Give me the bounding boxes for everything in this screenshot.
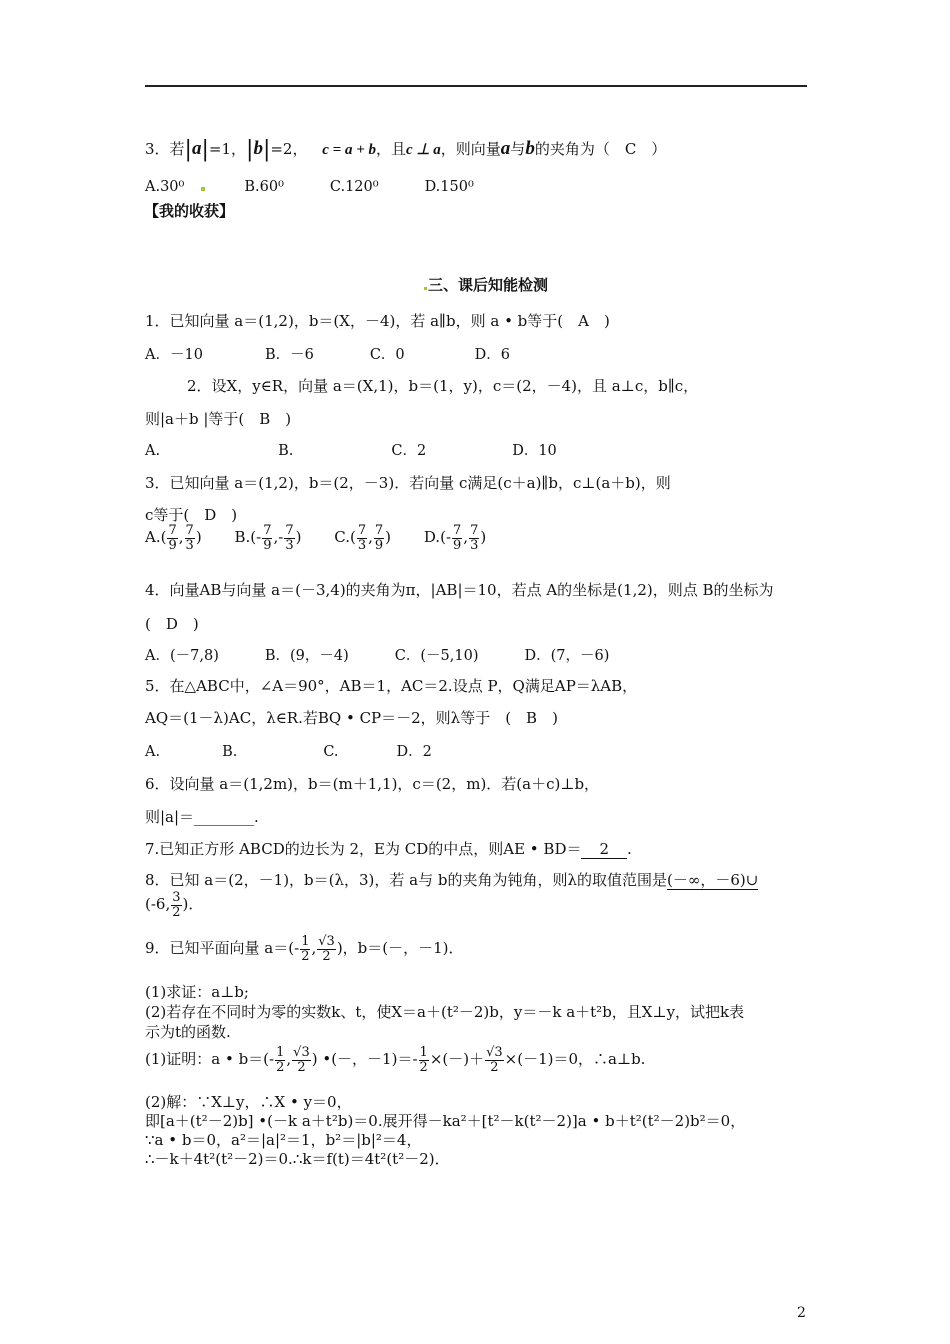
option-a: A. bbox=[145, 744, 161, 760]
prev-q3-line: 3．若|a|=1，|b|=2， c = a + b，且c ⊥ a，则向量a与b的夹角为（ C ） bbox=[145, 137, 667, 162]
q8-text: 8．已知 a＝(2，－1)，b＝(λ，3)，若 a与 b的夹角为钝角，则λ的取值范围是 bbox=[145, 871, 667, 889]
page-number: 2 bbox=[797, 1305, 806, 1321]
option-b: B.60⁰ bbox=[244, 179, 284, 195]
q5-line1: 5．在△ABC中，∠A＝90°，AB＝1，AC＝2.设点 P，Q满足AP＝λAB， bbox=[145, 677, 638, 695]
q8-line2-pre: (-6, bbox=[145, 895, 171, 914]
q4-options bbox=[145, 647, 655, 665]
prev-q3-eq1: =1， bbox=[208, 140, 247, 158]
option-d: D．(7，－6) bbox=[524, 648, 610, 664]
q9-text: 9．已知平面向量 a＝(- bbox=[145, 939, 300, 958]
q1-options bbox=[145, 346, 556, 364]
prev-q3-options bbox=[145, 178, 520, 196]
vec-b: b bbox=[253, 138, 263, 159]
q6-line2: 则|a|＝________. bbox=[145, 808, 259, 826]
q5-options bbox=[145, 743, 478, 761]
q8-range: (－∞，－6)∪ bbox=[667, 871, 759, 889]
q4-line2: ( D ) bbox=[145, 615, 199, 633]
q9-part1: (1)求证：a⊥b; bbox=[145, 983, 249, 1001]
option-a: A.30⁰ bbox=[145, 179, 185, 195]
q7-answer: 2 bbox=[581, 840, 627, 859]
q9-sol4: ∴－k＋4t²(t²－2)＝0.∴k＝f(t)＝4t²(t²－2)． bbox=[145, 1150, 450, 1168]
q9-part2b: 示为t的函数. bbox=[145, 1023, 231, 1041]
option-a: A. bbox=[145, 443, 161, 459]
q9-proof-mid2: ×(－)＋ bbox=[429, 1050, 485, 1069]
q7-text: 7.已知正方形 ABCD的边长为 2，E为 CD的中点，则AE • BD＝ bbox=[145, 840, 582, 858]
option-c: C.( $\frac{7}{3}$ , $\frac{7}{9}$ ) bbox=[334, 523, 392, 553]
q8-line2-post: )． bbox=[182, 895, 204, 914]
option-b: B．(9，－4) bbox=[264, 648, 349, 664]
q2-line1: 2．设X，y∈R，向量 a＝(X,1)，b＝(1，y)，c＝(2，－4)，且 a⊥c，b∥c， bbox=[187, 377, 699, 395]
q9-line1-post: )，b＝(－，－1)． bbox=[336, 939, 464, 958]
q7-tail: . bbox=[627, 840, 632, 858]
q9-line1: 9．已知平面向量 a＝(- $\frac{1}{2}$ , $\frac{√3}{2}$ )，b＝(－，－1)． bbox=[145, 934, 464, 964]
prev-q3-and: ，且 bbox=[376, 140, 407, 158]
q8-line1 bbox=[145, 871, 758, 890]
q9-proof: (1)证明：a • b＝(- $\frac{1}{2}$ , $\frac{√3}{2}$ ) •(－，－1)＝- $\frac{1}{2}$ ×(－)＋ $\frac{√3}{2}$ ×(－1)＝0，∴a⊥b. bbox=[145, 1045, 646, 1075]
prev-q3-prefix: 3．若 bbox=[145, 140, 185, 158]
q2-options bbox=[145, 442, 603, 460]
option-b: B．－6 bbox=[264, 347, 314, 363]
section-title: 三、课后知能检测 bbox=[424, 274, 548, 295]
option-d: D．10 bbox=[512, 443, 557, 459]
prev-q3-perp: c ⊥ a bbox=[406, 142, 441, 158]
prev-q3-eq2: =2， bbox=[270, 140, 308, 158]
option-d: D.(- $\frac{7}{9}$ , $\frac{7}{3}$ ) bbox=[423, 523, 487, 553]
header-rule bbox=[145, 85, 807, 87]
q3-options bbox=[145, 524, 532, 552]
q8-line2: (-6, $\frac{3}{2}$ )． bbox=[145, 890, 204, 920]
option-c: C．(－5,10) bbox=[394, 648, 479, 664]
option-c: C．2 bbox=[391, 443, 427, 459]
q9-sol1: (2)解：∵X⊥y，∴X • y＝0， bbox=[145, 1093, 352, 1111]
q9-sol3: ∵a • b＝0，a²＝|a|²＝1，b²＝|b|²＝4， bbox=[145, 1131, 422, 1149]
q1-text: 1．已知向量 a＝(1,2)，b＝(X，－4)，若 a∥b，则 a • b等于( A ) bbox=[145, 312, 610, 330]
q6-line1: 6．设向量 a＝(1,2m)，b＝(m＋1,1)，c＝(2，m)．若(a＋c)⊥b， bbox=[145, 775, 600, 793]
q9-proof-post: ×(－1)＝0，∴a⊥b. bbox=[504, 1050, 646, 1069]
q9-sol2: 即[a＋(t²－2)b] •(－k a＋t²b)＝0.展开得－ka²＋[t²－k(t²－2)]a • b＋t²(t²－2)b²＝0， bbox=[145, 1112, 746, 1130]
option-c: C.120⁰ bbox=[329, 179, 379, 195]
prev-q3-then: ，则向量 bbox=[440, 140, 501, 158]
harvest-heading: 【我的收获】 bbox=[144, 202, 235, 220]
option-b: B. bbox=[222, 744, 238, 760]
option-c: C．0 bbox=[369, 347, 405, 363]
q2-line2: 则|a＋b |等于( B ) bbox=[145, 410, 292, 428]
option-a: A．－10 bbox=[145, 347, 203, 363]
q5-line2: AQ＝(1－λ)AC，λ∈R.若BQ • CP＝－2，则λ等于 ( B ) bbox=[145, 709, 558, 727]
prev-q3-yu: 与 bbox=[510, 140, 526, 158]
option-d: D．6 bbox=[474, 347, 511, 363]
option-b: B.(- $\frac{7}{9}$ ,- $\frac{7}{3}$ ) bbox=[234, 523, 302, 553]
q4-line1: 4．向量AB与向量 a＝(－3,4)的夹角为π，|AB|＝10，若点 A的坐标是(1,2)，则点 B的坐标为 bbox=[145, 581, 774, 599]
option-b: B. bbox=[278, 443, 294, 459]
option-c: C. bbox=[323, 744, 339, 760]
q9-part2a: (2)若存在不同时为零的实数k、t，使X＝a＋(t²－2)b，y＝－k a＋t²b，且X⊥y，试把k表 bbox=[145, 1003, 745, 1021]
option-d: D．2 bbox=[396, 744, 432, 760]
marker-dot bbox=[201, 187, 205, 191]
q3-line1: 3．已知向量 a＝(1,2)，b＝(2，－3)．若向量 c满足(c＋a)∥b，c⊥(a＋b)，则 bbox=[145, 474, 671, 492]
prev-q3-b: b bbox=[525, 138, 535, 159]
option-d: D.150⁰ bbox=[424, 179, 474, 195]
q9-proof-pre: (1)证明：a • b＝(- bbox=[145, 1050, 275, 1069]
prev-q3-tail: 的夹角为（ C ） bbox=[534, 140, 667, 158]
option-a: A.( $\frac{7}{9}$ , $\frac{7}{3}$ ) bbox=[145, 523, 202, 553]
vec-a: a bbox=[191, 138, 202, 159]
q7-line bbox=[145, 840, 632, 859]
prev-q3-c-expr: c = a + b bbox=[322, 142, 377, 158]
prev-q3-a: a bbox=[500, 138, 511, 159]
q3-line2: c等于( D ) bbox=[145, 506, 238, 524]
option-a: A．(－7,8) bbox=[145, 648, 219, 664]
q9-proof-mid: ) •(－，－1)＝- bbox=[311, 1050, 418, 1069]
